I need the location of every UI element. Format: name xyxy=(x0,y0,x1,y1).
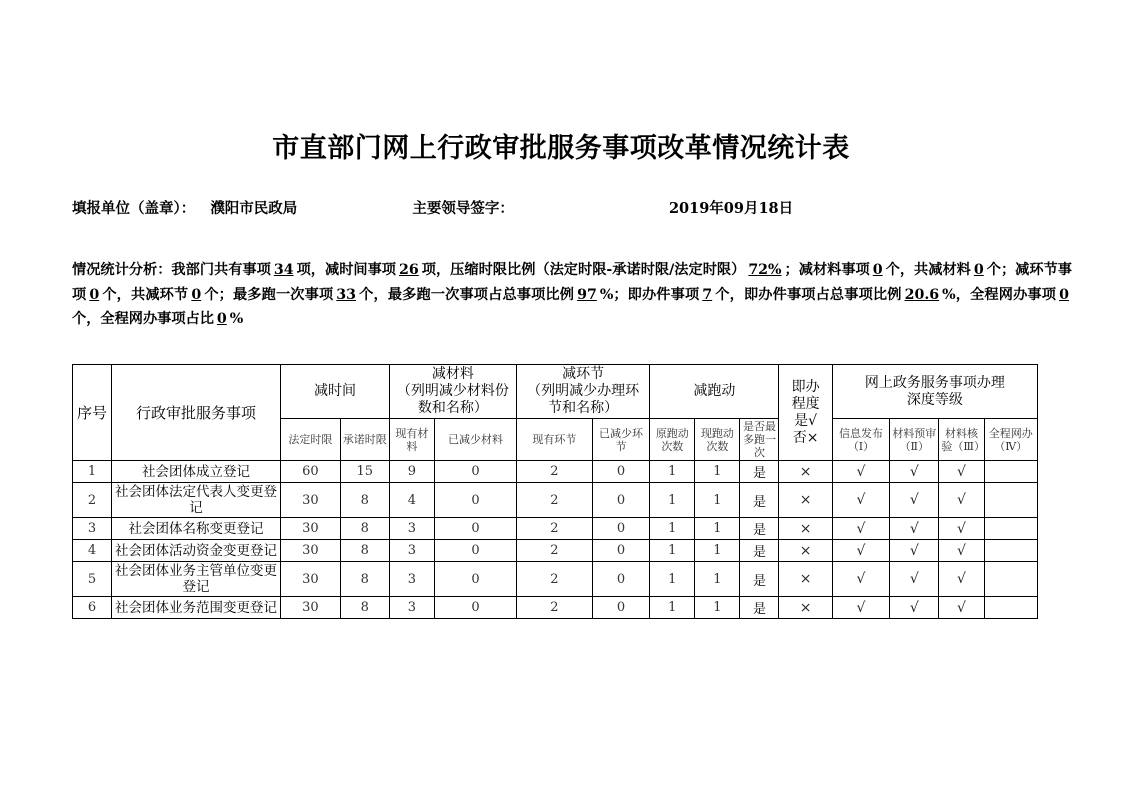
table-row xyxy=(73,597,1038,619)
row-full-online xyxy=(984,461,1037,483)
row-reduced-link: 0 xyxy=(592,540,649,562)
row-info-publish: √ xyxy=(832,562,889,597)
full-online-ratio-value: 0 xyxy=(216,311,227,327)
header-index: 序号 xyxy=(73,365,112,461)
row-run-once: 是 xyxy=(740,540,779,562)
row-material-pre: √ xyxy=(890,562,939,597)
header-group-online xyxy=(832,365,1037,419)
header-legal-limit: 法定时限 xyxy=(281,419,340,461)
analysis-t4: 个，共减材料 xyxy=(885,262,971,278)
header-group-material xyxy=(389,365,516,419)
analysis-t13: % xyxy=(229,311,244,327)
row-material-check: √ xyxy=(939,483,984,518)
full-online-items-value: 0 xyxy=(1059,286,1069,303)
row-run-once: 是 xyxy=(740,483,779,518)
analysis-t9: %；即办件事项 xyxy=(599,286,700,303)
header-group-instant xyxy=(779,365,832,461)
row-material-pre: √ xyxy=(890,597,939,619)
row-current-runs: 1 xyxy=(695,562,740,597)
row-full-online xyxy=(984,518,1037,540)
row-run-once: 是 xyxy=(740,597,779,619)
row-material-check: √ xyxy=(939,562,984,597)
instant-items-value: 7 xyxy=(702,286,713,303)
row-item-name: 社会团体业务范围变更登记 xyxy=(111,597,280,619)
header-group-online-line2: 深度等级 xyxy=(906,391,963,408)
analysis-t8: 个，最多跑一次事项占总事项比例 xyxy=(359,286,575,303)
row-info-publish: √ xyxy=(832,461,889,483)
row-current-material: 3 xyxy=(389,540,434,562)
row-current-runs: 1 xyxy=(695,597,740,619)
row-reduced-link: 0 xyxy=(592,461,649,483)
row-instant: × xyxy=(779,562,832,597)
header-current-link: 现有环节 xyxy=(516,419,592,461)
row-material-pre: √ xyxy=(890,540,939,562)
row-promise-limit: 8 xyxy=(340,483,389,518)
analysis-t1: 项，减时间事项 xyxy=(296,262,397,278)
row-reduced-link: 0 xyxy=(592,483,649,518)
header-run-once: 是否最多跑一次 xyxy=(740,419,779,461)
link-reduced-items-value: 0 xyxy=(89,286,100,303)
row-current-runs: 1 xyxy=(695,483,740,518)
row-run-once: 是 xyxy=(740,562,779,597)
header-original-runs: 原跑动次数 xyxy=(650,419,695,461)
analysis-lead: 情况统计分析：我部门共有事项 xyxy=(72,262,271,278)
row-current-runs: 1 xyxy=(695,518,740,540)
header-current-material: 现有材料 xyxy=(389,419,434,461)
total-items-value: 34 xyxy=(273,262,294,278)
row-promise-limit: 8 xyxy=(340,518,389,540)
row-material-check: √ xyxy=(939,518,984,540)
links-reduced-value: 0 xyxy=(191,286,202,303)
header-group-instant-line4: 否× xyxy=(792,429,819,446)
row-original-runs: 1 xyxy=(650,540,695,562)
row-promise-limit: 15 xyxy=(340,461,389,483)
row-current-material: 4 xyxy=(389,483,434,518)
table-header-row-1 xyxy=(73,365,1038,419)
row-item-name: 社会团体成立登记 xyxy=(111,461,280,483)
header-group-material-line1: 减材料 xyxy=(431,366,474,382)
header-group-link xyxy=(516,365,649,419)
row-current-link: 2 xyxy=(516,597,592,619)
leader-signature-label: 主要领导签字： xyxy=(412,200,514,217)
row-info-publish: √ xyxy=(832,540,889,562)
header-full-online: 全程网办（Ⅳ） xyxy=(984,419,1037,461)
header-material-check: 材料核验（Ⅲ） xyxy=(939,419,984,461)
analysis-t3: ；减材料事项 xyxy=(784,262,870,278)
row-instant: × xyxy=(779,518,832,540)
analysis-t6: 个，共减环节 xyxy=(102,286,189,303)
row-legal-limit: 30 xyxy=(281,518,340,540)
header-group-online-line1: 网上政务服务事项办理 xyxy=(864,374,1005,391)
table-row xyxy=(73,540,1038,562)
header-material-pre: 材料预审（Ⅱ） xyxy=(890,419,939,461)
row-reduced-link: 0 xyxy=(592,562,649,597)
row-item-name: 社会团体名称变更登记 xyxy=(111,518,280,540)
row-reduced-link: 0 xyxy=(592,597,649,619)
page-title: 市直部门网上行政审批服务事项改革情况统计表 xyxy=(272,133,850,164)
row-original-runs: 1 xyxy=(650,597,695,619)
row-index: 3 xyxy=(73,518,112,540)
row-current-runs: 1 xyxy=(695,540,740,562)
row-current-link: 2 xyxy=(516,461,592,483)
header-group-material-line2: （列明减少材料份 xyxy=(396,383,509,399)
analysis-paragraph xyxy=(72,258,1072,332)
row-run-once: 是 xyxy=(740,518,779,540)
row-original-runs: 1 xyxy=(650,461,695,483)
row-reduced-material: 0 xyxy=(434,518,516,540)
statistics-table xyxy=(72,364,1038,619)
row-legal-limit: 60 xyxy=(281,461,340,483)
analysis-t11: %，全程网办事项 xyxy=(942,286,1057,303)
row-material-check: √ xyxy=(939,597,984,619)
run-once-ratio-value: 97 xyxy=(577,286,597,303)
header-promise-limit: 承诺时限 xyxy=(340,419,389,461)
row-material-pre: √ xyxy=(890,461,939,483)
row-index: 5 xyxy=(73,562,112,597)
row-legal-limit: 30 xyxy=(281,597,340,619)
header-reduced-link: 已减少环节 xyxy=(592,419,649,461)
table-row xyxy=(73,461,1038,483)
analysis-t10: 个，即办件事项占总事项比例 xyxy=(715,286,902,303)
header-group-run: 减跑动 xyxy=(650,365,779,419)
row-original-runs: 1 xyxy=(650,483,695,518)
row-current-runs: 1 xyxy=(695,461,740,483)
row-current-material: 3 xyxy=(389,597,434,619)
header-group-link-line3: 节和名称） xyxy=(548,400,619,416)
table-row xyxy=(73,518,1038,540)
reporting-unit-value: 濮阳市民政局 xyxy=(210,200,298,217)
table-body xyxy=(73,461,1038,619)
row-material-pre: √ xyxy=(890,483,939,518)
header-group-material-line3: 数和名称） xyxy=(417,400,488,416)
row-index: 1 xyxy=(73,461,112,483)
analysis-t7: 个；最多跑一次事项 xyxy=(204,286,334,303)
instant-ratio-value: 20.6 xyxy=(904,286,940,303)
row-reduced-material: 0 xyxy=(434,483,516,518)
row-instant: × xyxy=(779,461,832,483)
row-info-publish: √ xyxy=(832,518,889,540)
row-current-link: 2 xyxy=(516,518,592,540)
row-material-check: √ xyxy=(939,540,984,562)
row-legal-limit: 30 xyxy=(281,483,340,518)
row-index: 2 xyxy=(73,483,112,518)
row-material-check: √ xyxy=(939,461,984,483)
row-item-name: 社会团体业务主管单位变更登记 xyxy=(111,562,280,597)
row-reduced-material: 0 xyxy=(434,562,516,597)
header-group-instant-line1: 即办 xyxy=(791,378,820,395)
row-full-online xyxy=(984,562,1037,597)
header-group-link-line1: 减环节 xyxy=(562,366,605,382)
header-item: 行政审批服务事项 xyxy=(111,365,280,461)
analysis-t5: 个；减环节事项 xyxy=(72,262,1072,303)
row-instant: × xyxy=(779,540,832,562)
row-instant: × xyxy=(779,597,832,619)
row-current-link: 2 xyxy=(516,540,592,562)
row-current-material: 9 xyxy=(389,461,434,483)
meta-row xyxy=(72,199,1038,219)
row-reduced-link: 0 xyxy=(592,518,649,540)
statistics-table-wrapper xyxy=(72,364,1038,619)
header-group-instant-line2: 程度 xyxy=(791,395,820,412)
reporting-unit-label: 填报单位（盖章）： xyxy=(72,200,196,217)
row-promise-limit: 8 xyxy=(340,597,389,619)
row-promise-limit: 8 xyxy=(340,562,389,597)
row-legal-limit: 30 xyxy=(281,562,340,597)
row-run-once: 是 xyxy=(740,461,779,483)
row-index: 6 xyxy=(73,597,112,619)
time-reduced-items-value: 26 xyxy=(399,262,419,278)
row-instant: × xyxy=(779,483,832,518)
header-info-publish: 信息发布（Ⅰ） xyxy=(832,419,889,461)
row-info-publish: √ xyxy=(832,597,889,619)
header-reduced-material: 已减少材料 xyxy=(434,419,516,461)
row-current-link: 2 xyxy=(516,562,592,597)
row-current-material: 3 xyxy=(389,562,434,597)
header-group-instant-line3: 是√ xyxy=(794,412,818,429)
header-group-link-line2: （列明减少办理环 xyxy=(527,383,640,399)
row-legal-limit: 30 xyxy=(281,540,340,562)
row-item-name: 社会团体法定代表人变更登记 xyxy=(111,483,280,518)
table-row xyxy=(73,483,1038,518)
compress-ratio-value: 72% xyxy=(748,262,782,278)
row-item-name: 社会团体活动资金变更登记 xyxy=(111,540,280,562)
row-original-runs: 1 xyxy=(650,518,695,540)
row-current-material: 3 xyxy=(389,518,434,540)
row-reduced-material: 0 xyxy=(434,597,516,619)
row-promise-limit: 8 xyxy=(340,540,389,562)
row-full-online xyxy=(984,483,1037,518)
run-once-items-value: 33 xyxy=(336,286,357,303)
header-current-runs: 现跑动次数 xyxy=(695,419,740,461)
report-date: 2019年09月18日 xyxy=(668,200,794,217)
row-full-online xyxy=(984,597,1037,619)
row-original-runs: 1 xyxy=(650,562,695,597)
row-full-online xyxy=(984,540,1037,562)
row-material-pre: √ xyxy=(890,518,939,540)
header-group-time: 减时间 xyxy=(281,365,390,419)
row-reduced-material: 0 xyxy=(434,461,516,483)
analysis-t2: 项，压缩时限比例（法定时限-承诺时限/法定时限） xyxy=(421,262,746,278)
row-index: 4 xyxy=(73,540,112,562)
materials-reduced-value: 0 xyxy=(973,262,984,278)
row-info-publish: √ xyxy=(832,483,889,518)
analysis-t12: 个，全程网办事项占比 xyxy=(72,311,214,327)
material-reduced-items-value: 0 xyxy=(872,262,883,278)
row-current-link: 2 xyxy=(516,483,592,518)
table-row xyxy=(73,562,1038,597)
row-reduced-material: 0 xyxy=(434,540,516,562)
